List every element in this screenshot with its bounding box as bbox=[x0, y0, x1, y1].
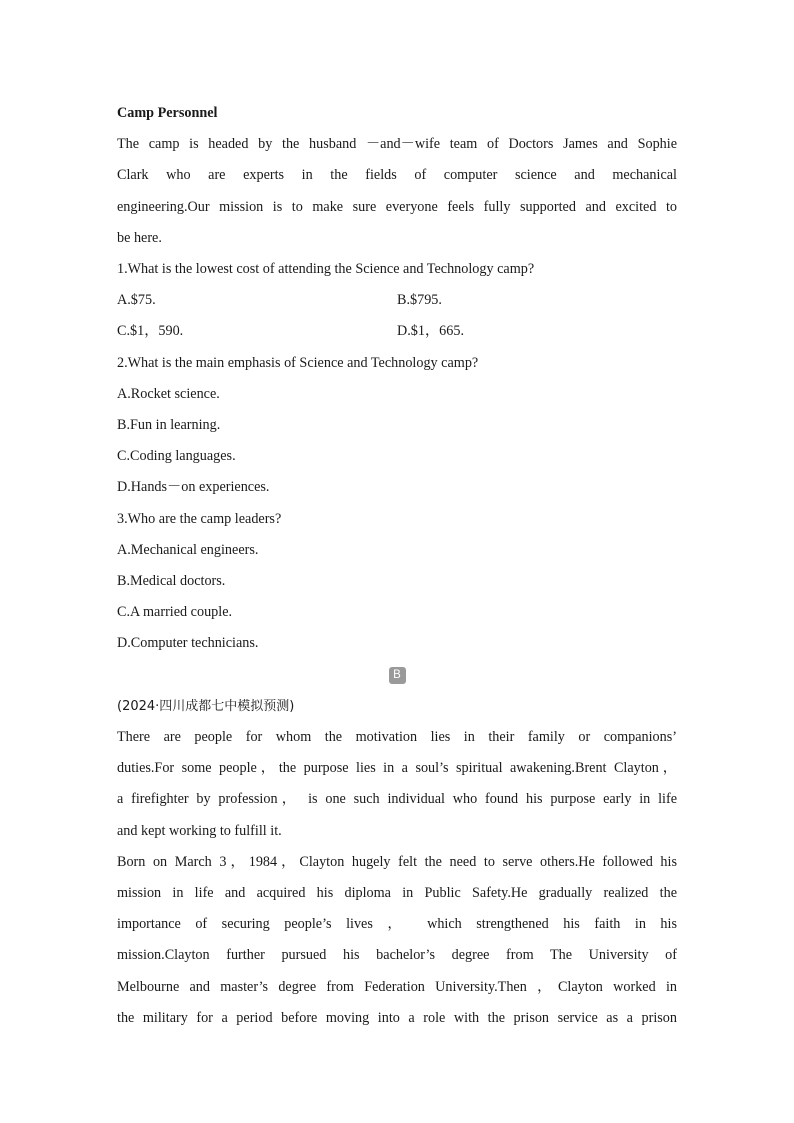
option-c: C.Coding languages. bbox=[117, 448, 236, 465]
question-2 bbox=[117, 348, 677, 504]
document-content bbox=[117, 98, 677, 1034]
option-a: A.Rocket science. bbox=[117, 385, 220, 402]
passage-paragraph-1 bbox=[117, 722, 677, 847]
text-line: a firefighter by profession， is one such individual who found his purpose early in life bbox=[117, 791, 677, 808]
option-b: B.Fun in learning. bbox=[117, 417, 221, 434]
question-stem: 3.Who are the camp leaders? bbox=[117, 510, 282, 527]
option-a: A.Mechanical engineers. bbox=[117, 541, 259, 558]
text-line: Born on March 3，1984，Clayton hugely felt the need to serve others.He followed his bbox=[117, 853, 677, 870]
text-line: and kept working to fulfill it. bbox=[117, 822, 282, 839]
options-row bbox=[117, 316, 677, 347]
option-b: B.Medical doctors. bbox=[117, 573, 226, 590]
text-line: engineering.Our mission is to make sure everyone feels fully supported and excited to bbox=[117, 198, 677, 215]
option-a: A.$75. bbox=[117, 292, 156, 309]
question-3 bbox=[117, 504, 677, 660]
section-b-badge-row bbox=[0, 660, 794, 691]
text-line: the military for a period before moving into a role with the prison service as a prison bbox=[117, 1009, 677, 1026]
option-d: D.Computer technicians. bbox=[117, 635, 259, 652]
section-heading: Camp Personnel bbox=[117, 105, 218, 121]
text-line: The camp is headed by the husband －and－wife team of Doctors James and Sophie bbox=[117, 136, 677, 153]
text-line: mission in life and acquired his diploma in Public Safety.He gradually realized the bbox=[117, 885, 677, 902]
text-line: There are people for whom the motivation lies in their family or companions’ bbox=[117, 729, 677, 746]
text-line: mission.Clayton further pursued his bachelor’s degree from The University of bbox=[117, 947, 677, 964]
question-stem: 2.What is the main emphasis of Science and Technology camp? bbox=[117, 354, 479, 371]
camp-personnel-paragraph bbox=[117, 129, 677, 254]
option-d: D.Hands－on experiences. bbox=[117, 479, 270, 496]
text-line: be here. bbox=[117, 229, 162, 246]
option-b: B.$795. bbox=[397, 292, 442, 309]
question-1 bbox=[117, 254, 677, 348]
text-line: importance of securing people’s lives ， which strengthened his faith in his bbox=[117, 916, 677, 933]
section-b-badge: B bbox=[389, 667, 406, 684]
text-line: Clark who are experts in the fields of computer science and mechanical bbox=[117, 167, 677, 184]
question-stem: 1.What is the lowest cost of attending the Science and Technology camp? bbox=[117, 261, 535, 278]
text-line: Melbourne and master’s degree from Federation University.Then ，Clayton worked in bbox=[117, 978, 677, 995]
option-c: C.$1，590. bbox=[117, 323, 184, 340]
option-c: C.A married couple. bbox=[117, 604, 233, 621]
source-citation: (2024·四川成都七中模拟预测) bbox=[117, 698, 295, 714]
options-row bbox=[117, 285, 677, 316]
text-line: duties.For some people，the purpose lies in a soul’s spiritual awakening.Brent Clayton， bbox=[117, 760, 677, 777]
passage-paragraph-2 bbox=[117, 847, 677, 1034]
option-d: D.$1，665. bbox=[397, 323, 464, 340]
